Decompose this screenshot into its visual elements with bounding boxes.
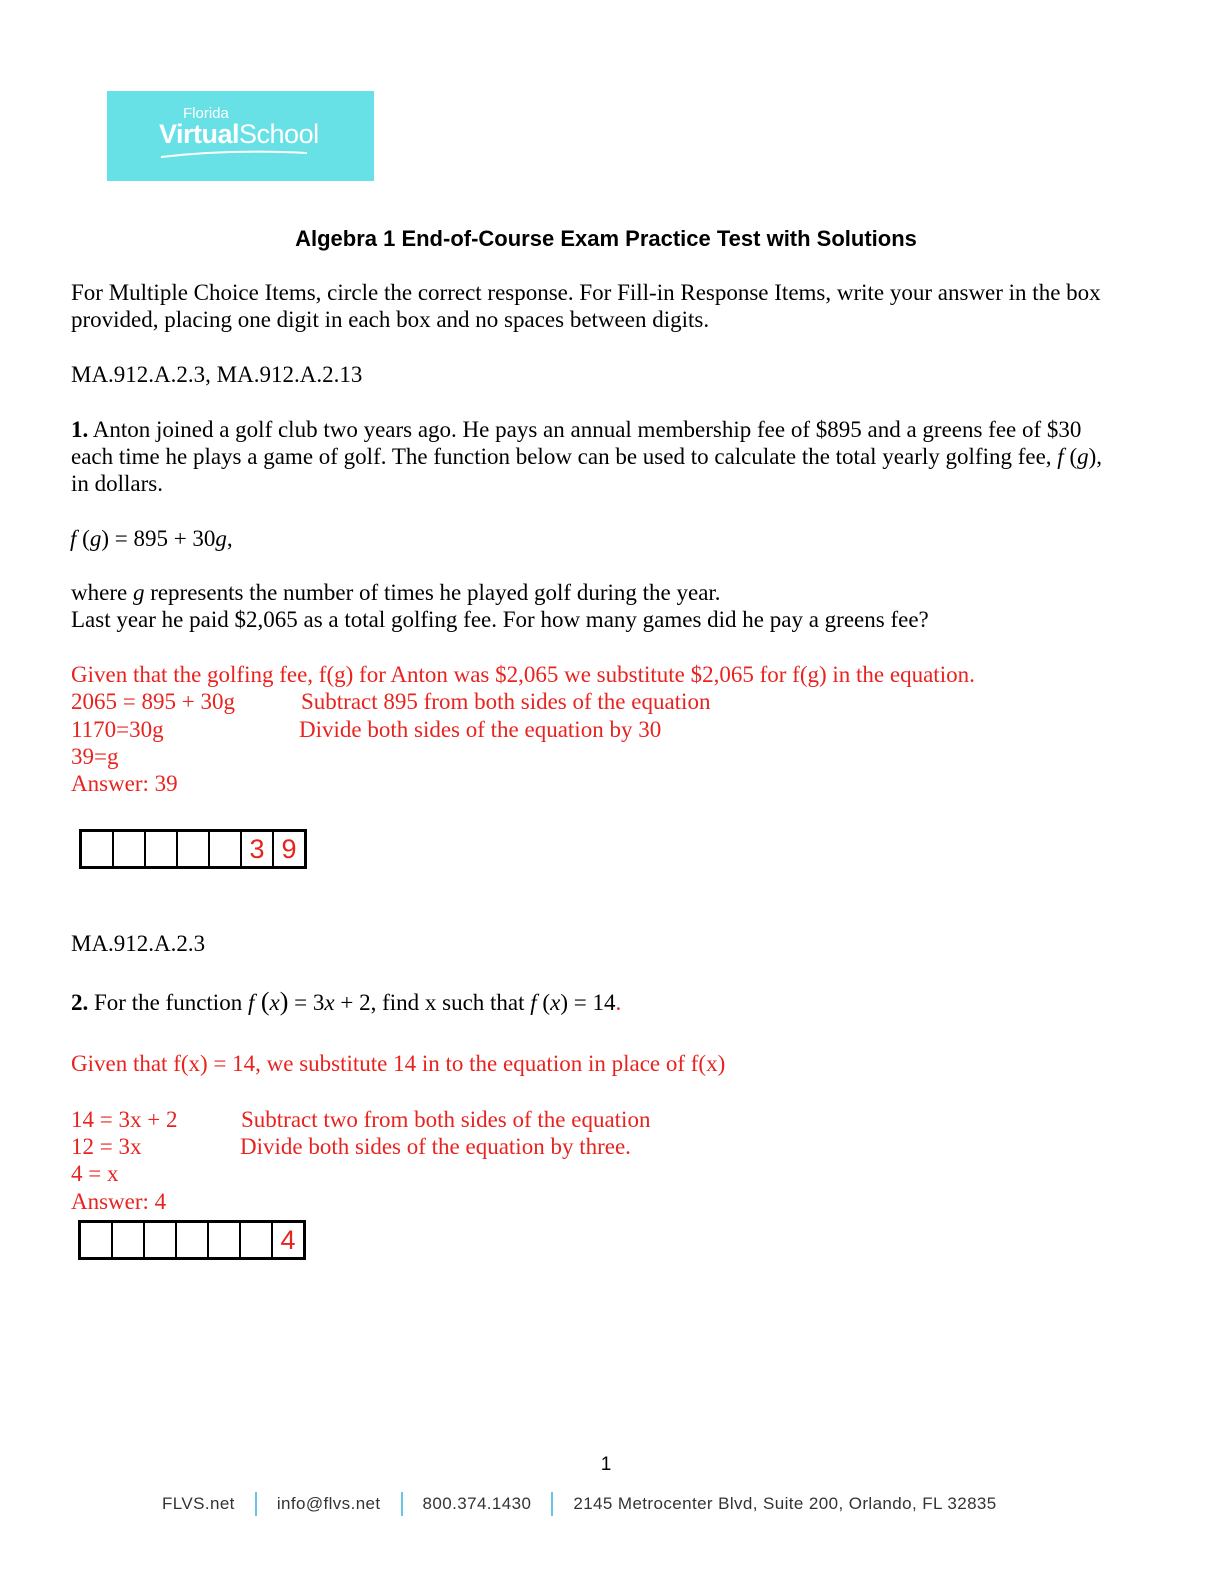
q2-text-f2: f [530,990,537,1015]
footer [162,1492,997,1516]
q1-text-line1 [71,416,1081,443]
q2-step3-eq: 4 = x [71,1161,119,1186]
q2-text-x2: x [324,990,335,1015]
q2-text-d: ) = 14 [560,990,616,1015]
q1-text-line1-content: Anton joined a golf club two years ago. He pays an annual membership fee of $895 and a greens fee of $30 [88,417,1082,442]
q1-where-a: where [71,580,133,605]
q1-function-g: g [89,526,102,551]
q1-function-f: f [70,526,77,551]
q1-solution-intro: Given that the golfing fee, f(g) for Anton was $2,065 we substitute $2,065 for f(g) in the equation. [71,662,975,687]
instructions-line1: For Multiple Choice Items, circle the correct response. For Fill-in Response Items, write your answer in the box [71,280,1101,305]
q1-step1-eq: 2065 = 895 + 30g [71,689,235,714]
q2-text [71,988,621,1016]
footer-separator [551,1492,553,1516]
logo-swoosh-icon [159,149,309,159]
q1-function-g2: g [215,526,227,551]
footer-site[interactable]: FLVS.net [162,1494,235,1513]
answer-box[interactable] [114,832,146,866]
q2-answer: Answer: 4 [71,1189,167,1214]
q1-text-line2-a: each time he plays a game of golf. The function below can be used to calculate the total yearly golfing fee, [71,444,1058,469]
instructions-line2: provided, placing one digit in each box and no spaces between digits. [71,307,710,332]
logo-line1: Florida [183,105,229,122]
q1-step3-eq: 39=g [71,744,119,769]
q1-function-rest: ) = 895 + 30 [101,526,216,551]
q2-solution-intro: Given that f(x) = 14, we substitute 14 in to the equation in place of f(x) [71,1051,726,1076]
q1-where [71,579,721,606]
q2-benchmark: MA.912.A.2.3 [71,931,206,956]
q2-text-dot: . [615,990,622,1015]
answer-box[interactable] [209,1223,241,1257]
q2-text-x1: x [269,990,280,1015]
answer-box[interactable] [177,1223,209,1257]
answer-box[interactable]: 9 [281,833,297,864]
q2-step2-note: Divide both sides of the equation by three. [240,1134,631,1159]
q2-step2-eq: 12 = 3x [71,1134,142,1159]
q2-text-paren1: ( [254,987,270,1016]
q1-text-line2-c: ), [1088,444,1103,469]
answer-box[interactable] [82,832,114,866]
q2-number: 2. [71,990,89,1015]
answer-box[interactable]: 4 [280,1224,296,1255]
q1-step2-eq: 1170=30g [71,717,164,742]
q2-text-b: = 3 [288,990,325,1015]
answer-box[interactable] [146,832,178,866]
answer-box[interactable] [241,1223,273,1257]
q2-text-paren2: ( [536,990,551,1015]
page-number: 1 [600,1454,612,1475]
q1-question: Last year he paid $2,065 as a total golfing fee. For how many games did he pay a greens fee? [71,607,929,632]
answer-box[interactable] [145,1223,177,1257]
q1-answer-grid [79,829,307,869]
q1-function-open: ( [76,526,90,551]
q1-where-b: represents the number of times he played golf during the year. [144,580,721,605]
logo-virtual: Virtual [159,119,240,149]
q2-step1-eq: 14 = 3x + 2 [71,1107,178,1132]
logo-line2 [159,119,319,150]
footer-separator [401,1492,403,1516]
q2-text-x3: x [550,990,561,1015]
q2-text-a: For the function [88,990,248,1015]
q2-text-c: + 2, find x such that [334,990,531,1015]
q1-function [70,525,233,552]
footer-phone: 800.374.1430 [422,1494,532,1513]
q2-text-paren1c: ) [279,987,289,1016]
q1-function-end: , [226,526,233,551]
q1-step1-note: Subtract 895 from both sides of the equation [301,689,711,714]
answer-box[interactable]: 3 [242,832,274,866]
answer-box[interactable] [210,832,242,866]
footer-separator [255,1492,257,1516]
footer-email[interactable]: info@flvs.net [276,1494,381,1513]
document-title: Algebra 1 End-of-Course Exam Practice Test with Solutions [295,226,917,251]
q1-text-line2-f: f [1057,444,1064,469]
logo-school: School [239,119,319,149]
answer-box[interactable] [81,1223,113,1257]
q1-step2-note: Divide both sides of the equation by 30 [299,717,662,742]
q2-text-f1: f [247,990,255,1015]
q2-step1-note: Subtract two from both sides of the equation [241,1107,651,1132]
q1-text-line2 [71,443,1102,470]
flvs-logo [107,91,374,181]
q1-text-line2-g: g [1077,444,1089,469]
footer-address: 2145 Metrocenter Blvd, Suite 200, Orlando, FL 32835 [573,1494,997,1513]
q1-number: 1. [71,417,89,442]
q2-answer-grid [78,1220,306,1260]
q1-benchmark: MA.912.A.2.3, MA.912.A.2.13 [71,362,363,387]
q1-text-line2-b: ( [1063,444,1078,469]
q1-where-g: g [132,580,145,605]
answer-box[interactable] [178,832,210,866]
answer-box[interactable] [113,1223,145,1257]
q1-answer: Answer: 39 [71,771,178,796]
q1-text-line3: in dollars. [71,471,163,496]
